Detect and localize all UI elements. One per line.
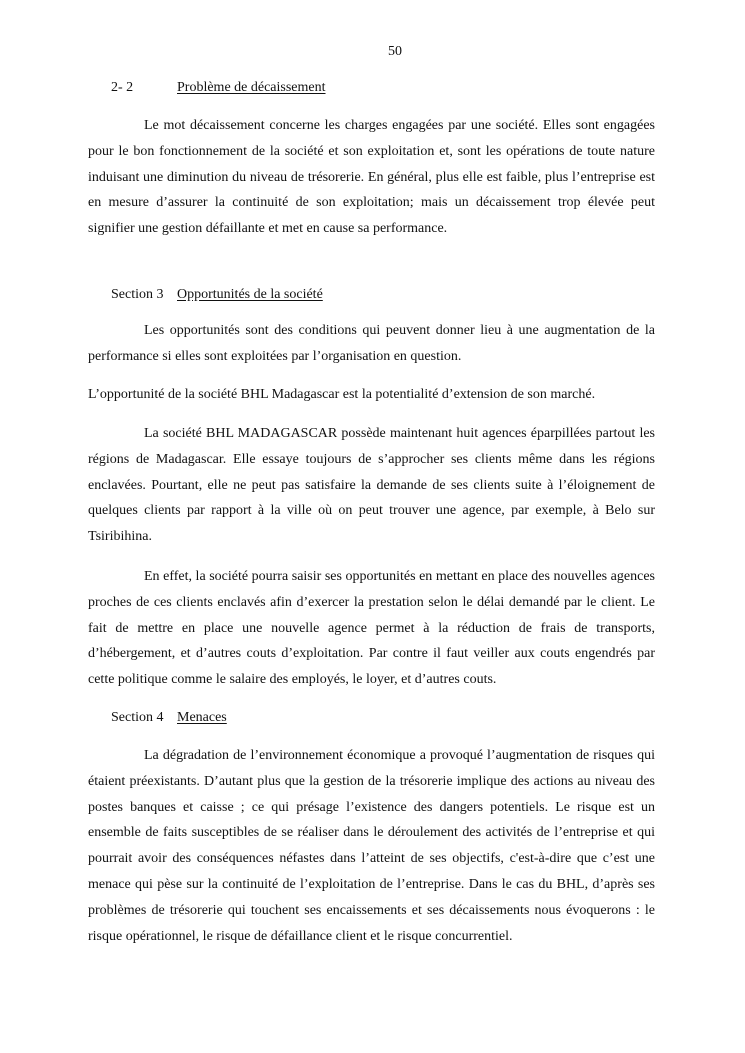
section-3-number: Section 3 [111, 287, 164, 302]
section-2-2-paragraph: Le mot décaissement concerne les charges engagées par une société. Elles sont engagées pour le bon fonctionnement de la société et son exploitation et, sont les opérations de toute nature induisant une diminution du niveau de trésorerie. En général, plus elle est faible, plus l’entreprise est en mesure d’assurer la continuité de son exploitation; mais un décaissement trop élevée peut signifier une gestion défaillante et met en cause sa performance. [88, 118, 655, 237]
section-2-2-number: 2- 2 [111, 80, 134, 95]
page-number: 50 [388, 44, 402, 59]
section-4-heading [111, 709, 227, 727]
section-3-heading [111, 286, 323, 304]
section-4-title: Menaces [177, 710, 227, 725]
section-4-paragraph: La dégradation de l’environnement économique a provoqué l’augmentation de risques qui étaient préexistants. D’autant plus que la gestion de la trésorerie implique des actions au niveau des postes banques et caisse ; ce qui présage l’existence des dangers potentiels. Le risque est un ensemble de faits susceptibles de se réaliser dans le déroulement des activités de l’entreprise et qui pourrait avoir des conséquences néfastes dans l’atteint de ses objectifs, c'est-à-dire que c’est une menace qui pèse sur la continuité de l’exploitation de l’entreprise. Dans le cas du BHL, d’après ses problèmes de trésorerie qui touchent ses encaissements et ses décaissements nous évoquerons : le risque opérationnel, le risque de défaillance client et le risque concurrentiel. [88, 748, 655, 944]
section-3-paragraph-3: La société BHL MADAGASCAR possède maintenant huit agences éparpillées partout les régions de Madagascar. Elle essaye toujours de s’approcher ses clients même dans les régions enclavées. Pourtant, elle ne peut pas satisfaire la demande de ses clients suite à l’éloignement de quelques clients par rapport à la ville où on peut trouver une agence, par exemple, à Belo sur Tsiribihina. [88, 426, 655, 545]
section-4-number: Section 4 [111, 710, 164, 725]
section-2-2-heading [111, 79, 326, 97]
section-3-paragraph-2: L’opportunité de la société BHL Madagascar est la potentialité d’extension de son marché. [88, 387, 596, 402]
section-3-title: Opportunités de la société [177, 287, 323, 302]
section-3-paragraph-4: En effet, la société pourra saisir ses opportunités en mettant en place des nouvelles agences proches de ces clients enclavés afin d’exercer la prestation selon le délai demandé par le client. Le fait de mettre en place une nouvelle agence permet à la réduction de frais de transports, d’hébergement, et d’autres couts d’exploitation. Par contre il faut veiller aux couts engendrés par cette politique comme le salaire des employés, le loyer, et d’autres couts. [88, 569, 655, 688]
section-3-paragraph-1: Les opportunités sont des conditions qui peuvent donner lieu à une augmentation de la performance si elles sont exploitées par l’organisation en question. [88, 323, 655, 364]
section-2-2-title: Problème de décaissement [177, 80, 326, 95]
